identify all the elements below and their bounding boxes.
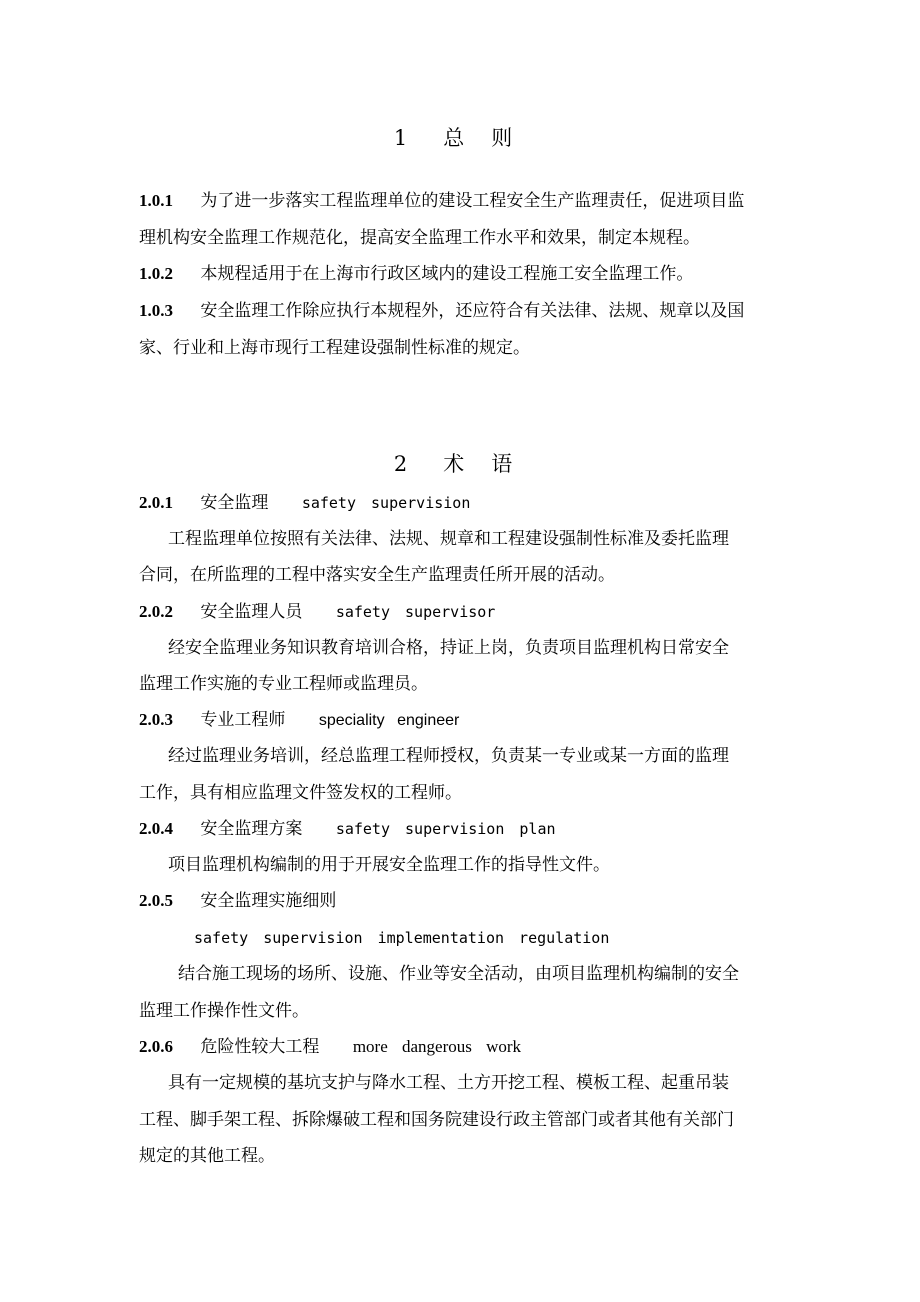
section-title-char: 则 xyxy=(491,126,514,150)
clause-number: 2.0.6 xyxy=(139,1037,173,1056)
term-name: 安全监理 xyxy=(200,493,269,513)
term-name: 专业工程师 xyxy=(200,710,286,730)
term-name: 安全监理方案 xyxy=(200,819,303,839)
clause-text: 安全监理工作除应执行本规程外，还应符合有关法律、法规、规章以及国 xyxy=(200,301,745,321)
term-definition: 经过监理业务培训，经总监理工程师授权，负责某一专业或某一方面的监理 xyxy=(168,746,729,766)
term-definition: 结合施工现场的场所、设施、作业等安全活动，由项目监理机构编制的安全 xyxy=(178,964,739,984)
section-2-heading xyxy=(0,448,920,478)
term-english-text: safety supervision implementation regulation xyxy=(194,929,610,947)
term-definition: 具有一定规模的基坑支护与降水工程、土方开挖工程、模板工程、起重吊装 xyxy=(168,1073,729,1093)
clause-number: 1.0.3 xyxy=(139,301,173,320)
clause-number: 2.0.2 xyxy=(139,602,173,621)
section-title-char: 术 xyxy=(443,452,466,476)
term-english xyxy=(194,920,784,956)
section-1-heading xyxy=(0,122,920,152)
clause-1-0-2 xyxy=(139,256,784,292)
term-english: safety supervision xyxy=(301,494,471,512)
term-definition: 项目监理机构编制的用于开展安全监理工作的指导性文件。 xyxy=(168,855,610,875)
section-title-char: 语 xyxy=(491,452,514,476)
section-number: 1 xyxy=(393,126,409,150)
term-definition-continued: 工程、脚手架工程、拆除爆破工程和国务院建设行政主管部门或者其他有关部门 xyxy=(139,1110,734,1130)
clause-1-0-3 xyxy=(139,293,784,329)
term-definition-continued: 合同，在所监理的工程中落实安全生产监理责任所开展的活动。 xyxy=(139,565,615,585)
term-definition: 工程监理单位按照有关法律、法规、规章和工程建设强制性标准及委托监理 xyxy=(168,529,729,549)
clause-text: 为了进一步落实工程监理单位的建设工程安全生产监理责任，促进项目监 xyxy=(200,191,745,211)
term-english: speciality engineer xyxy=(318,712,460,729)
clause-text-continued: 理机构安全监理工作规范化，提高安全监理工作水平和效果，制定本规程。 xyxy=(139,228,700,248)
clause-number: 1.0.2 xyxy=(139,264,173,283)
term-name: 安全监理人员 xyxy=(200,602,303,622)
clause-number: 1.0.1 xyxy=(139,191,173,210)
term-2-0-4 xyxy=(139,811,784,847)
clause-number: 2.0.3 xyxy=(139,710,173,729)
clause-number: 2.0.4 xyxy=(139,819,173,838)
section-number: 2 xyxy=(393,452,409,476)
clause-text-continued: 家、行业和上海市现行工程建设强制性标准的规定。 xyxy=(139,338,530,358)
term-2-0-2 xyxy=(139,594,784,630)
term-name: 安全监理实施细则 xyxy=(200,891,337,911)
term-definition-continued: 监理工作实施的专业工程师或监理员。 xyxy=(139,674,428,694)
clause-text: 本规程适用于在上海市行政区域内的建设工程施工安全监理工作。 xyxy=(200,264,694,284)
term-definition-continued: 监理工作操作性文件。 xyxy=(139,1001,309,1021)
term-name: 危险性较大工程 xyxy=(200,1037,320,1057)
term-2-0-1 xyxy=(139,485,784,521)
clause-number: 2.0.5 xyxy=(139,891,173,910)
term-2-0-3 xyxy=(139,702,784,739)
section-title-char: 总 xyxy=(443,126,466,150)
clause-1-0-1 xyxy=(139,183,784,219)
term-definition-continued: 规定的其他工程。 xyxy=(139,1146,275,1166)
term-english: safety supervision plan xyxy=(335,820,556,838)
term-english: safety supervisor xyxy=(335,603,496,621)
term-2-0-6 xyxy=(139,1029,784,1065)
clause-number: 2.0.1 xyxy=(139,493,173,512)
term-definition-continued: 工作，具有相应监理文件签发权的工程师。 xyxy=(139,783,462,803)
term-2-0-5 xyxy=(139,883,784,919)
term-english: more dangerous work xyxy=(352,1037,522,1056)
term-definition: 经安全监理业务知识教育培训合格，持证上岗，负责项目监理机构日常安全 xyxy=(168,638,729,658)
